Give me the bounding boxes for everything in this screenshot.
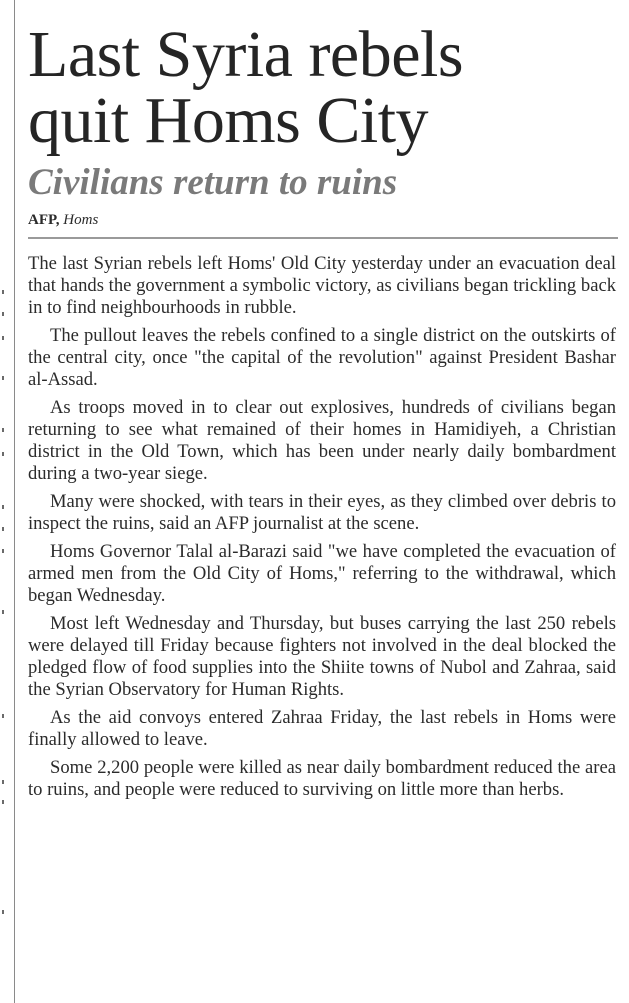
article [28, 18, 618, 807]
article-body [28, 253, 616, 801]
margin-speck [2, 610, 4, 614]
paragraph: As troops moved in to clear out explosives, hundreds of civilians began returning to see what remained of their homes in Hamidiyeh, a Christian district in the Old Town, which has been under nearly daily bombardment during a two-year siege. [28, 397, 616, 484]
margin-speck [2, 290, 4, 294]
paragraph: The last Syrian rebels left Homs' Old City yesterday under an evacuation deal that hands the government a symbolic victory, as civilians began trickling back in to find neighbourhoods in rubble. [28, 253, 616, 318]
margin-speck [2, 505, 4, 509]
paragraph: Most left Wednesday and Thursday, but buses carrying the last 250 rebels were delayed till Friday because fighters not involved in the deal blocked the pledged flow of food supplies into the Shiite towns of Nubol and Zahraa, said the Syrian Observatory for Human Rights. [28, 613, 616, 700]
headline-line-2: quit Homs City [28, 84, 429, 157]
paragraph: Many were shocked, with tears in their eyes, as they climbed over debris to inspect the ruins, said an AFP journalist at the scene. [28, 491, 616, 534]
margin-speck [2, 714, 4, 718]
margin-speck [2, 452, 4, 456]
margin-speck [2, 428, 4, 432]
paragraph: Some 2,200 people were killed as near daily bombardment reduced the area to ruins, and people were reduced to surviving on little more than herbs. [28, 757, 616, 800]
margin-speck [2, 527, 4, 531]
subheadline: Civilians return to ruins [28, 162, 398, 203]
byline-rule [28, 237, 618, 239]
headline [28, 18, 618, 157]
margin-speck [2, 312, 4, 316]
headline-line-1: Last Syria rebels [28, 18, 464, 91]
adjacent-column-edge [0, 0, 8, 1003]
paragraph: Homs Governor Talal al-Barazi said "we have completed the evacuation of armed men from the Old City of Homs," referring to the withdrawal, which began Wednesday. [28, 541, 616, 606]
margin-speck [2, 549, 4, 553]
margin-speck [2, 910, 4, 914]
byline-place: Homs [63, 212, 99, 228]
paragraph: The pullout leaves the rebels confined to a single district on the outskirts of the central city, once "the capital of the revolution" against President Bashar al-Assad. [28, 325, 616, 390]
margin-speck [2, 780, 4, 784]
margin-speck [2, 800, 4, 804]
margin-speck [2, 336, 4, 340]
byline [28, 210, 618, 230]
margin-speck [2, 376, 4, 380]
byline-agency: AFP, [28, 212, 60, 228]
column-rule [14, 0, 15, 1003]
paragraph: As the aid convoys entered Zahraa Friday, the last rebels in Homs were finally allowed to leave. [28, 707, 616, 750]
